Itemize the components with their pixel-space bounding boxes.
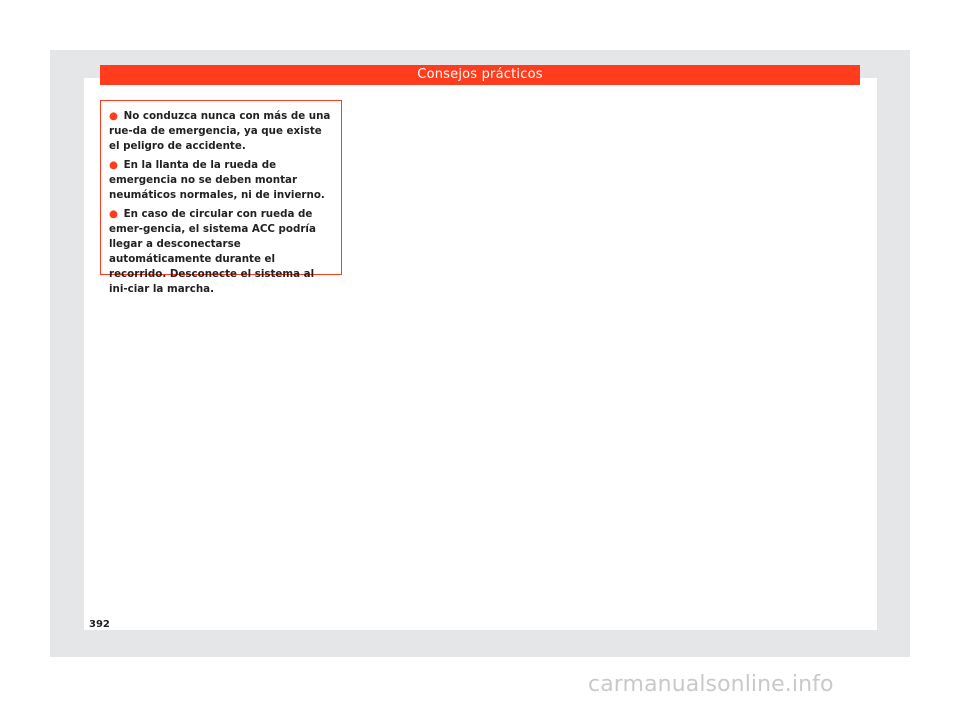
bullet-icon: ● (109, 159, 118, 171)
warning-item (109, 158, 333, 203)
warning-box (100, 100, 342, 295)
section-title: Consejos prácticos (417, 67, 543, 82)
warning-text: No conduzca nunca con más de una rue-da de emergencia, ya que existe el peligro de accidente. (109, 110, 331, 152)
warning-item (109, 109, 333, 154)
watermark-text: carmanualsonline.info (588, 672, 834, 697)
warning-text: En caso de circular con rueda de emer-gencia, el sistema ACC podría llegar a desconectarse automáticamente durante el recorrido. Desconecte el sistema al ini-ciar la marcha. (109, 208, 316, 295)
warning-text: En la llanta de la rueda de emergencia no se deben montar neumáticos normales, ni de invierno. (109, 159, 325, 201)
warning-item (109, 207, 333, 297)
bullet-icon: ● (109, 208, 118, 220)
bullet-icon: ● (109, 110, 118, 122)
section-header (100, 65, 860, 85)
page-number: 392 (89, 619, 110, 630)
